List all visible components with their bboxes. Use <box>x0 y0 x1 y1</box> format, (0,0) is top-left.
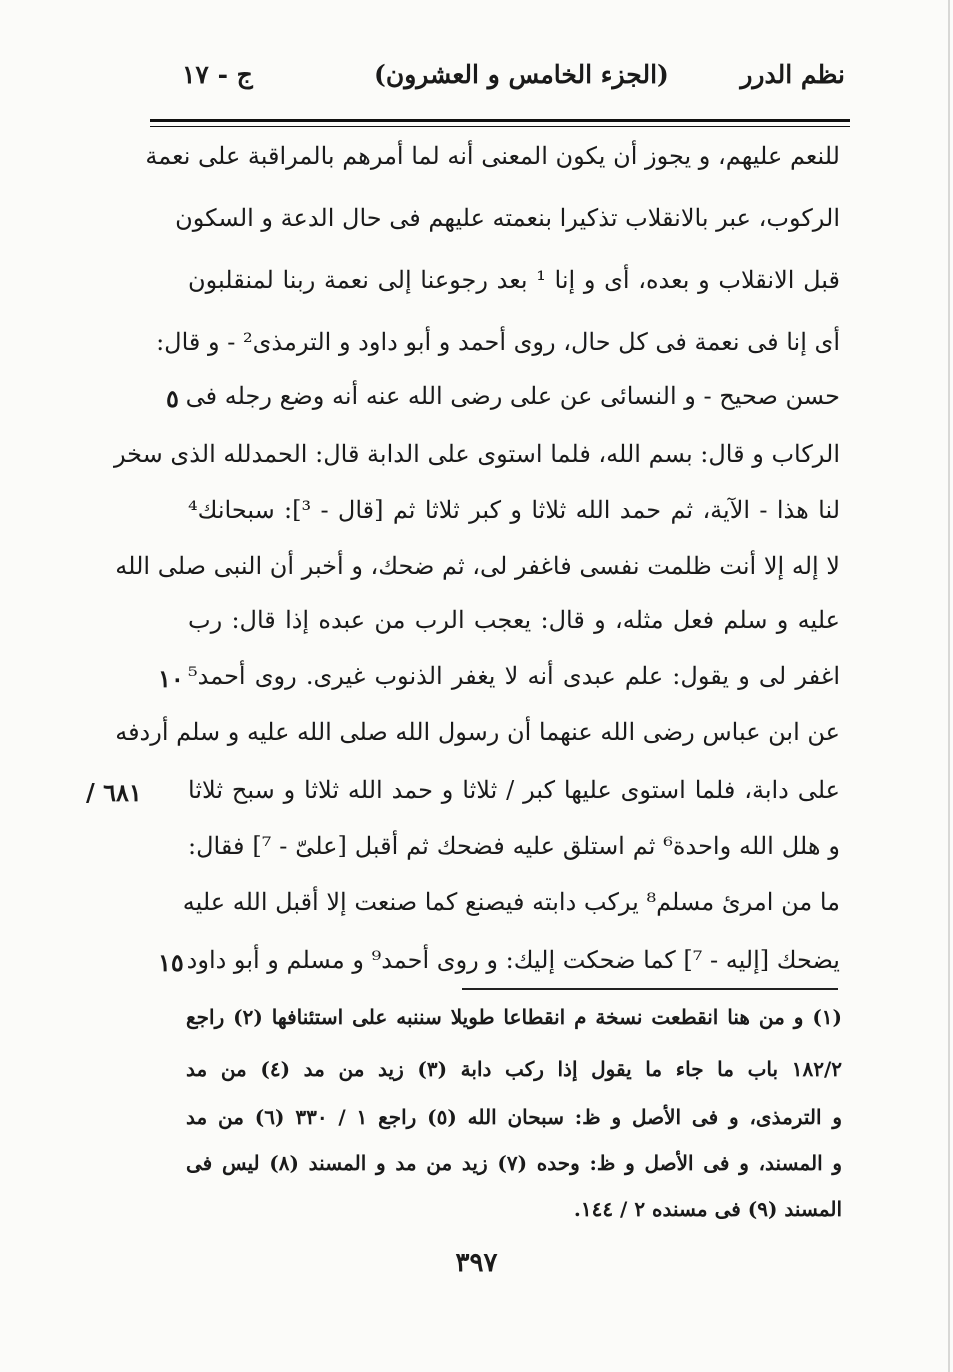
body-line: حسن صحيح - و النسائى عن على رضى الله عنه أنه وضع رجله فى <box>185 382 840 410</box>
body-line: و هلل الله واحدة⁶ ثم استلق عليه فضحك ثم أقبل [علىّ - ⁷] فقال: <box>188 832 840 860</box>
line-number-10: ١٠ <box>158 664 184 693</box>
body-line: الركاب و قال: بسم الله، فلما استوى على الدابة قال: الحمدلله الذى سخر <box>113 440 840 468</box>
line-number-15: ١٥ <box>158 948 184 977</box>
body-line: يضحك [إليه - ⁷] كما ضحكت إليك: و روى أحمد⁹ و مسلم و أبو داود <box>186 946 840 974</box>
line-number-5: ٥ <box>166 384 179 413</box>
page-number: ٣٩٧ <box>455 1248 498 1278</box>
body-line: أى إنا فى نعمة فى كل حال، روى أحمد و أبو داود و الترمذى² - و قال: <box>156 328 840 356</box>
footnote-line: و الترمذى، و فى الأصل و ظ: سبحان الله (٥) راجع ١ / ٣٣٠ (٦) من مد <box>186 1105 842 1129</box>
body-line: قبل الانقلاب و بعده، أى و إنا ¹ بعد رجوعنا إلى نعمة ربنا لمنقلبون <box>188 266 840 294</box>
body-line: الركوب، عبر بالانقلاب تذكيرا بنعمته عليهم فى حال الدعة و السكون <box>175 204 840 232</box>
header-rule-thin <box>150 126 850 127</box>
body-line: عليه و سلم فعل مثله، و قال: يعجب الرب من عبده إذا قال: رب <box>188 606 840 634</box>
margin-folio-reference: / ٦٨١ <box>86 778 142 807</box>
volume-label: ج - ١٧ <box>182 60 253 89</box>
body-line: عن ابن عباس رضى الله عنهما أن رسول الله صلى الله عليه و سلم أردفه <box>115 718 840 746</box>
part-title: (الجزء الخامس و العشرون) <box>374 60 669 89</box>
header-rule-thick <box>150 119 850 122</box>
footnote-line: ١٨٢/٢ باب ما جاء ما يقول إذا ركب دابة (٣) زيد من مد (٤) من مد <box>186 1057 842 1081</box>
body-line: للنعم عليهم، و يجوز أن يكون المعنى أنه لما أمرهم بالمراقبة على نعمة <box>145 142 840 170</box>
body-line: ما من امرئ مسلم⁸ يركب دابته فيصنع كما صنعت إلا أقبل الله عليه <box>182 888 840 916</box>
footnote-line: (١) و من هنا انقطعت نسخة م انقطاعا طويلا سننبه على استئنافها (٢) راجع <box>186 1005 842 1029</box>
scan-edge <box>948 0 950 1372</box>
body-line: لا إله إلا أنت ظلمت نفسى فاغفر لى، ثم ضحك، و أخبر أن النبى صلى الله <box>115 552 840 580</box>
footnote-line: المسند (٩) فى مسنده ٢ / ١٤٤. <box>573 1197 842 1221</box>
footnote-line: و المسند، و فى الأصل و ظ: وحده (٧) زيد من مد و المسند (٨) ليس فى <box>186 1151 842 1175</box>
footnote-separator <box>462 988 838 990</box>
book-title: نظم الدرر <box>740 60 845 89</box>
body-line: لنا هذا - الآية، ثم حمد الله ثلاثا و كبر ثلاثا ثم [قال - ³]: سبحانك⁴ <box>188 496 841 524</box>
body-line: اغفر لى و يقول: علم عبدى أنه لا يغفر الذنوب غيرى. روى أحمد⁵ <box>188 662 840 690</box>
body-line: على دابة، فلما استوى عليها كبر / ثلاثا و حمد الله ثلاثا و سبح ثلاثا <box>188 776 840 804</box>
